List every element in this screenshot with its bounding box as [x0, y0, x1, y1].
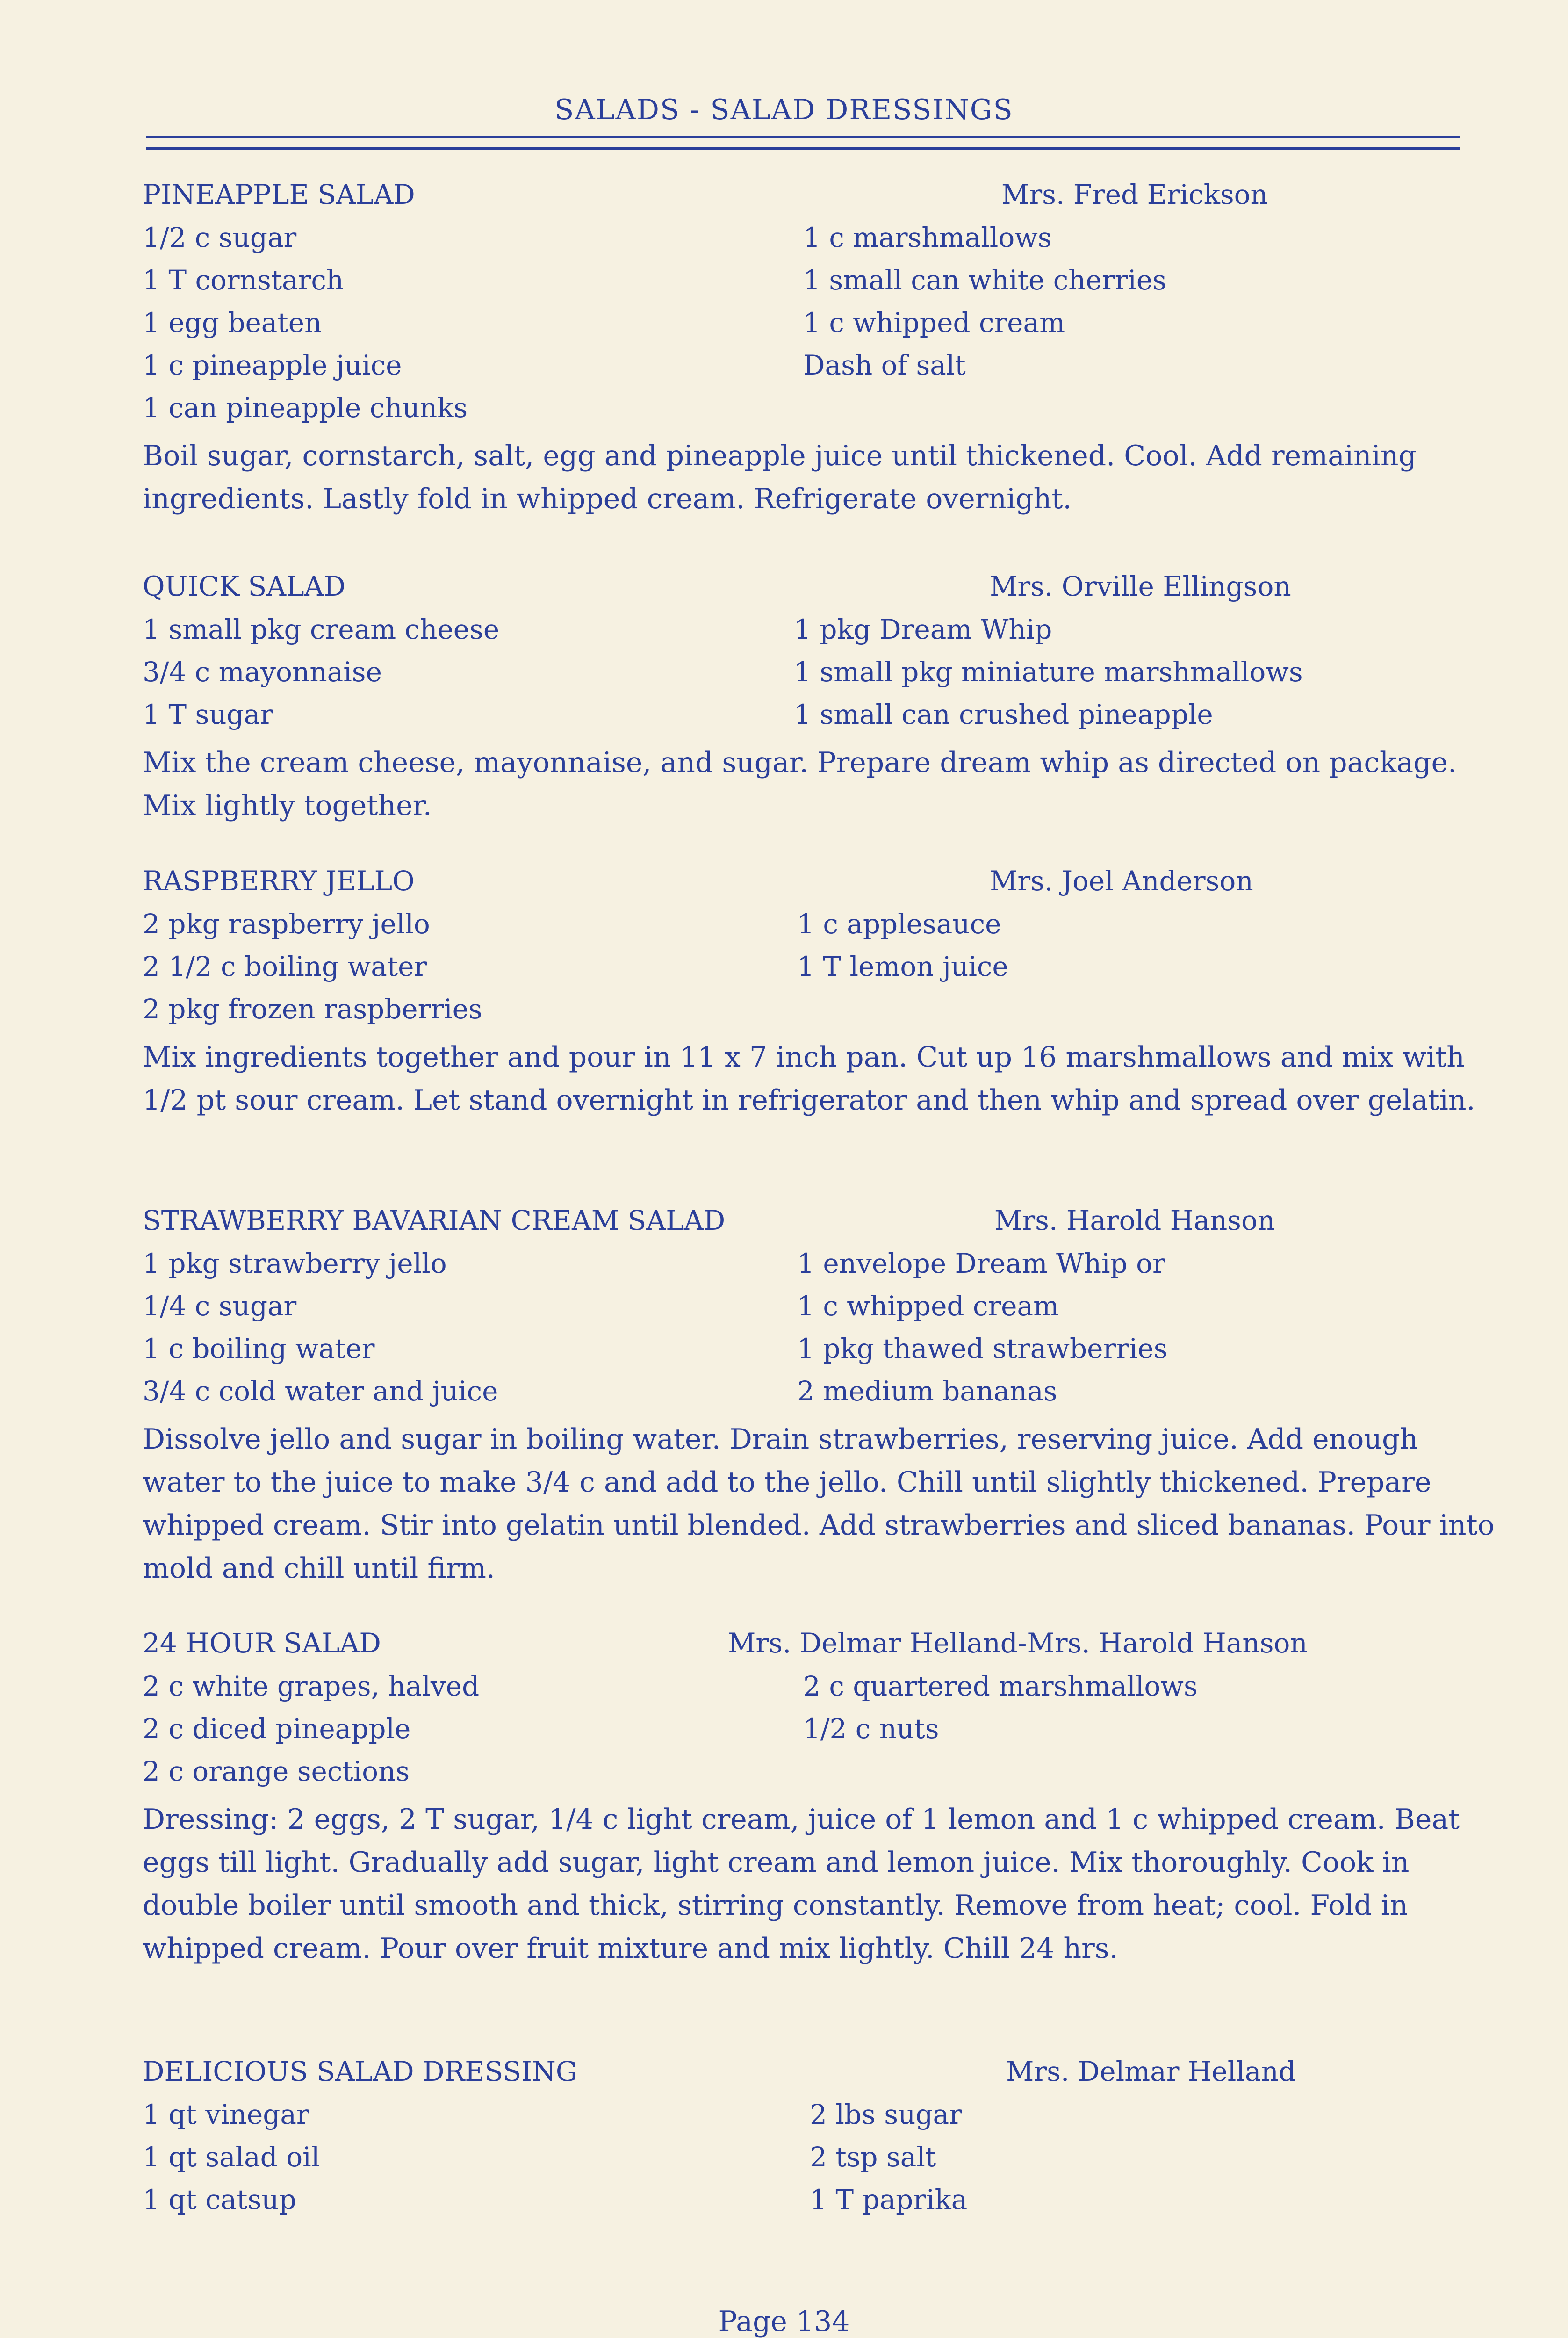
recipe-author: Mrs. Joel Anderson: [990, 865, 1253, 897]
ingredient-list: [143, 222, 1508, 434]
ingredient: 1 c applesauce: [797, 908, 1001, 940]
ingredient-list: [143, 2099, 1508, 2226]
ingredient-list: [143, 1670, 1508, 1798]
ingredient: 1 c marshmallows: [803, 222, 1052, 253]
ingredient: 1 envelope Dream Whip or: [797, 1248, 1165, 1279]
ingredient: 2 pkg frozen raspberries: [143, 993, 482, 1025]
recipe-author: Mrs. Harold Hanson: [994, 1205, 1275, 1236]
recipe-quick-salad: [143, 570, 1508, 827]
page-number: Page 134: [718, 2305, 850, 2338]
ingredient: 1 qt catsup: [143, 2184, 296, 2215]
recipe-title: 24 HOUR SALAD: [143, 1627, 381, 1659]
ingredient: 1 T cornstarch: [143, 264, 344, 296]
ingredient: 1 egg beaten: [143, 307, 322, 339]
ingredient: 1/4 c sugar: [143, 1290, 297, 1322]
ingredient: 1 small can crushed pineapple: [794, 699, 1213, 730]
ingredient: 1 can pineapple chunks: [143, 392, 468, 424]
ingredient: 1 c pineapple juice: [143, 349, 402, 381]
recipe-instructions: Mix the cream cheese, mayonnaise, and sugar. Prepare dream whip as directed on package. Mix lightly together.: [143, 746, 1457, 822]
recipe-raspberry-jello: [143, 865, 1508, 1122]
header-rule-top: [146, 136, 1460, 138]
ingredient: 2 c white grapes, halved: [143, 1670, 480, 1702]
recipe-strawberry-bavarian-cream-salad: [143, 1205, 1508, 1590]
recipe-instructions: Mix ingredients together and pour in 11 x 7 inch pan. Cut up 16 marshmallows and mix with 1/2 pt sour cream. Let stand overnight in refrigerator and then whip and spread over gelatin.: [143, 1041, 1475, 1117]
ingredient: 1/2 c nuts: [803, 1713, 939, 1745]
recipe-instructions: Dissolve jello and sugar in boiling water. Drain strawberries, reserving juice. Add enough water to the juice to make 3/4 c and add to the jello. Chill until slightly thickened. Prepare whipped cream. Stir into gelatin until blended. Add strawberries and sliced bananas. Pour into mold and chill until firm.: [143, 1423, 1495, 1585]
recipe-author: Mrs. Delmar Helland: [1006, 2056, 1296, 2087]
ingredient: 2 c diced pineapple: [143, 1713, 411, 1745]
recipe-title: RASPBERRY JELLO: [143, 865, 415, 897]
ingredient: 2 c quartered marshmallows: [803, 1670, 1198, 1702]
ingredient: 1 T sugar: [143, 699, 273, 730]
ingredient: 1 pkg Dream Whip: [794, 613, 1052, 645]
ingredient: 1 qt vinegar: [143, 2099, 309, 2130]
ingredient: 3/4 c cold water and juice: [143, 1375, 498, 1407]
recipe-author: Mrs. Delmar Helland-Mrs. Harold Hanson: [728, 1627, 1308, 1659]
ingredient: 2 c orange sections: [143, 1755, 410, 1787]
ingredient: 2 pkg raspberry jello: [143, 908, 430, 940]
recipe-title: QUICK SALAD: [143, 570, 346, 602]
ingredient: 1 T paprika: [810, 2184, 968, 2215]
recipe-title: PINEAPPLE SALAD: [143, 179, 415, 210]
ingredient: 1 qt salad oil: [143, 2141, 320, 2173]
recipe-instructions: Dressing: 2 eggs, 2 T sugar, 1/4 c light cream, juice of 1 lemon and 1 c whipped cream. Beat eggs till light. Gradually add sugar, light cream and lemon juice. Mix thoroughly. Cook in double boiler until smooth and thick, stirring constantly. Remove from heat; cool. Fold in whipped cream. Pour over fruit mixture and mix lightly. Chill 24 hrs.: [143, 1803, 1460, 1965]
ingredient: 1 small pkg cream cheese: [143, 613, 500, 645]
ingredient: 1 pkg strawberry jello: [143, 1248, 447, 1279]
ingredient: 3/4 c mayonnaise: [143, 656, 382, 688]
ingredient: 1 c whipped cream: [797, 1290, 1059, 1322]
recipe-author: Mrs. Fred Erickson: [1001, 179, 1268, 210]
ingredient: 2 medium bananas: [797, 1375, 1057, 1407]
ingredient-list: [143, 1248, 1508, 1418]
ingredient: 1 small can white cherries: [803, 264, 1166, 296]
ingredient: 1 pkg thawed strawberries: [797, 1333, 1168, 1364]
ingredient: 1 c boiling water: [143, 1333, 375, 1364]
recipe-24-hour-salad: [143, 1627, 1508, 1970]
ingredient: Dash of salt: [803, 349, 966, 381]
ingredient: 2 lbs sugar: [810, 2099, 962, 2130]
recipe-title: STRAWBERRY BAVARIAN CREAM SALAD: [143, 1205, 726, 1236]
ingredient: 2 tsp salt: [810, 2141, 936, 2173]
ingredient: 1 small pkg miniature marshmallows: [794, 656, 1303, 688]
recipe-title: DELICIOUS SALAD DRESSING: [143, 2056, 578, 2087]
ingredient-list: [143, 613, 1508, 741]
recipe-instructions: Boil sugar, cornstarch, salt, egg and pineapple juice until thickened. Cool. Add remaining ingredients. Lastly fold in whipped cream. Refrigerate overnight.: [143, 440, 1417, 515]
ingredient: 2 1/2 c boiling water: [143, 951, 427, 982]
ingredient: 1 T lemon juice: [797, 951, 1008, 982]
recipe-author: Mrs. Orville Ellingson: [990, 570, 1291, 602]
ingredient: 1/2 c sugar: [143, 222, 297, 253]
ingredient: 1 c whipped cream: [803, 307, 1065, 339]
recipe-pineapple-salad: [143, 179, 1508, 520]
header-rule-bottom: [146, 147, 1460, 150]
recipe-delicious-salad-dressing: [143, 2056, 1508, 2226]
ingredient-list: [143, 908, 1508, 1036]
page-header: SALADS - SALAD DRESSINGS: [554, 94, 1014, 126]
